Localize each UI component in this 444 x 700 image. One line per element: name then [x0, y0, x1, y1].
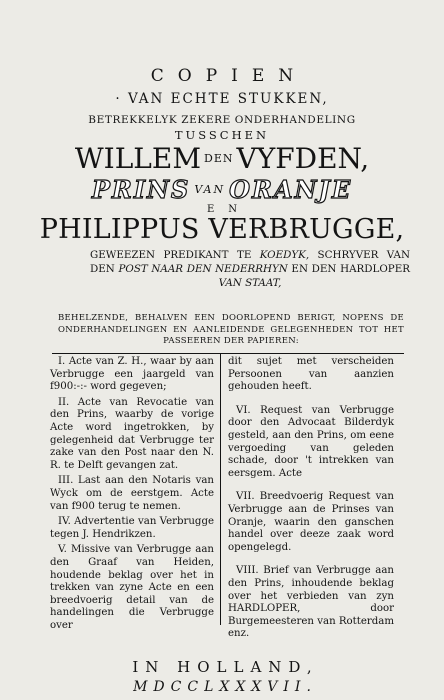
title-willem: WILLEM — [74, 142, 201, 175]
list-item: I. Acte van Z. H., waar by aan Verbrugge een jaargeld van f900:-:- word gegeven; — [50, 356, 214, 393]
horizontal-rule — [52, 353, 404, 354]
title-prins-line — [0, 175, 444, 204]
list-item: IV. Advertentie van Verbrugge tegen J. Hendrikzen. — [50, 516, 214, 540]
title-van: VAN — [194, 183, 226, 196]
right-column — [228, 356, 394, 644]
list-item: II. Acte van Revocatie van den Prins, waarby de vorige Acte word ingetrokken, by gelegenheid dat Verbrugge ter zake van den Post naar den N. R. te Delft gevangen zat. — [50, 396, 214, 471]
subtitle-description — [90, 248, 410, 290]
title-willem-line — [0, 142, 444, 175]
behelzende-text: BEHELZENDE, BEHALVEN EEN DOORLOPEND BERIGT, NOPENS DE ONDERHANDELINGEN EN AANLEIDENDE GELEGENHEDEN TOT HET PASSEEREN DER PAPIEREN: — [58, 313, 404, 346]
imprint-place: IN HOLLAND, — [132, 658, 319, 676]
desc-part-1: GEWEEZEN PREDIKANT TE — [90, 249, 260, 261]
title-betrekkelyk: BETREKKELYK ZEKERE ONDERHANDELING — [88, 114, 356, 126]
title-prins: PRINS — [91, 175, 191, 204]
title-vyfden: VYFDEN, — [236, 142, 370, 175]
title-copien: COPIEN — [150, 66, 308, 86]
desc-part-2-italic: POST NAAR DEN NEDERRHYN — [118, 263, 288, 275]
title-philippus: PHILIPPUS VERBRUGGE, — [39, 214, 405, 245]
title-den: DEN — [204, 152, 234, 165]
list-item: III. Last aan den Notaris van Wyck om de eerstgem. Acte van f900 terug te nemen. — [50, 475, 214, 512]
imprint-year: MDCCLXXXVII. — [133, 679, 317, 695]
desc-part-3: EN DEN HARDLOPER — [287, 263, 410, 275]
title-van-echte-stukken: · VAN ECHTE STUKKEN, — [115, 91, 329, 107]
title-tusschen: TUSSCHEN — [174, 128, 270, 142]
desc-part-2: SCHRYVER VAN DEN — [90, 249, 410, 275]
list-item: VIII. Brief van Verbrugge aan den Prins, inhoudende beklag over het verbieden van zyn HARDLOPER, door Burgemeesteren van Rotterdam enz. — [228, 565, 395, 640]
desc-part-1-italic: KOEDYK, — [259, 249, 310, 261]
list-item: V. Missive van Verbrugge aan den Graaf van Heiden, houdende beklag over het in trekken van zyne Acte en een breedvoerig detail van de handelingen die Verbrugge over — [50, 544, 214, 631]
column-divider — [220, 353, 221, 625]
title-oranje: ORANJE — [229, 175, 353, 204]
desc-part-3-italic: VAN STAAT, — [218, 277, 282, 289]
list-item: VI. Request van Verbrugge door den Advocaat Bilderdyk gesteld, aan den Prins, om eene vergoeding van geleden schade, door 't intrekken van eersgem. Acte — [228, 404, 394, 479]
list-item: dit sujet met verscheiden Persoonen van aanzien gehouden heeft. — [228, 356, 394, 393]
left-column — [50, 356, 214, 635]
title-en: EN — [206, 204, 252, 215]
list-item: VII. Breedvoerig Request van Verbrugge aan de Prinses van Oranje, waarin den ganschen handel over deeze zaak word opengelegd. — [228, 491, 394, 553]
